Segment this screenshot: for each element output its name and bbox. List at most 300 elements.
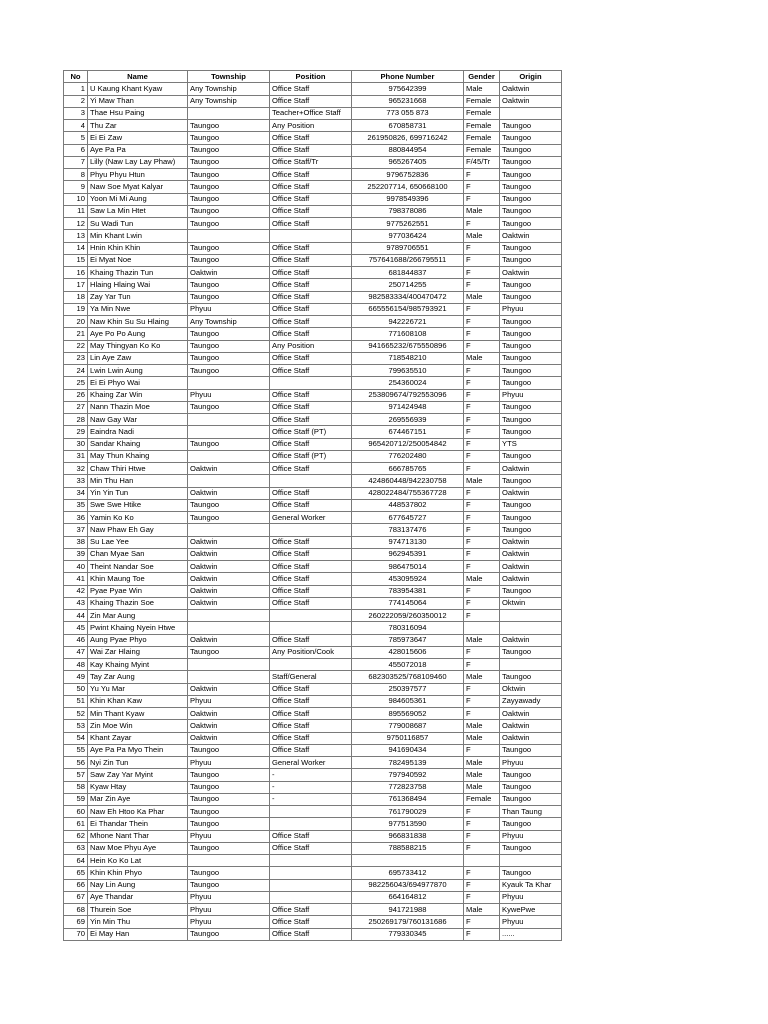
cell-name: Yoon Mi Mi Aung (88, 193, 188, 205)
cell-phone: 941665232/675550896 (352, 340, 464, 352)
cell-origin: Oaktwin (500, 83, 562, 95)
cell-position: Office Staff (270, 744, 352, 756)
cell-no: 39 (64, 548, 88, 560)
cell-no: 5 (64, 132, 88, 144)
table-row (64, 732, 562, 744)
cell-name: Mhone Nant Thar (88, 830, 188, 842)
cell-position (270, 818, 352, 830)
cell-origin: Taungoo (500, 499, 562, 511)
cell-name: Min Khant Lwin (88, 230, 188, 242)
cell-position: Office Staff (270, 695, 352, 707)
table-row (64, 548, 562, 560)
cell-gender: Male (464, 475, 500, 487)
cell-no: 58 (64, 781, 88, 793)
cell-gender: Male (464, 634, 500, 646)
cell-gender: Male (464, 230, 500, 242)
cell-phone: 977036424 (352, 230, 464, 242)
cell-gender: Male (464, 671, 500, 683)
cell-no: 34 (64, 487, 88, 499)
cell-phone: 975642399 (352, 83, 464, 95)
cell-gender: F (464, 316, 500, 328)
cell-no: 59 (64, 793, 88, 805)
cell-name: Kyaw Htay (88, 781, 188, 793)
header-name: Name (88, 71, 188, 83)
cell-township (188, 475, 270, 487)
cell-name: Su Lae Yee (88, 536, 188, 548)
cell-name: Tay Zar Aung (88, 671, 188, 683)
cell-origin: Taungoo (500, 867, 562, 879)
cell-position: Office Staff (270, 303, 352, 315)
cell-phone: 977513590 (352, 818, 464, 830)
cell-gender: F (464, 867, 500, 879)
cell-no: 68 (64, 904, 88, 916)
cell-phone: 984605361 (352, 695, 464, 707)
cell-phone: 254360024 (352, 377, 464, 389)
cell-phone: 798378086 (352, 205, 464, 217)
header-position: Position (270, 71, 352, 83)
cell-name: Chaw Thiri Htwe (88, 463, 188, 475)
cell-position: Office Staff (270, 683, 352, 695)
cell-name: Hein Ko Ko Lat (88, 855, 188, 867)
cell-gender: F (464, 377, 500, 389)
cell-position: Office Staff (270, 720, 352, 732)
cell-no: 29 (64, 426, 88, 438)
cell-name: Naw Khin Su Su Hlaing (88, 316, 188, 328)
cell-name: Wai Zar Hlaing (88, 646, 188, 658)
table-row (64, 144, 562, 156)
table-row (64, 156, 562, 168)
cell-township (188, 377, 270, 389)
cell-township: Taungoo (188, 352, 270, 364)
cell-township: Phyuu (188, 904, 270, 916)
cell-origin: Taungoo (500, 646, 562, 658)
cell-name: Khaing Thazin Tun (88, 267, 188, 279)
cell-name: Ei Myat Noe (88, 254, 188, 266)
cell-name: Hlaing Hlaing Wai (88, 279, 188, 291)
table-row (64, 463, 562, 475)
table-row (64, 671, 562, 683)
cell-township: Oaktwin (188, 634, 270, 646)
cell-origin: Kyauk Ta Khar (500, 879, 562, 891)
cell-township: Taungoo (188, 365, 270, 377)
table-row (64, 450, 562, 462)
cell-phone: 250269179/760131686 (352, 916, 464, 928)
table-row (64, 487, 562, 499)
cell-position: Office Staff (270, 499, 352, 511)
cell-origin: Taungoo (500, 340, 562, 352)
cell-origin (500, 622, 562, 634)
table-row (64, 389, 562, 401)
cell-gender: Female (464, 793, 500, 805)
cell-position (270, 377, 352, 389)
cell-position: Office Staff (270, 242, 352, 254)
cell-name: Chan Myae San (88, 548, 188, 560)
cell-origin: Taungoo (500, 352, 562, 364)
cell-name: Lilly (Naw Lay Lay Phaw) (88, 156, 188, 168)
cell-no: 16 (64, 267, 88, 279)
cell-name: Naw Gay War (88, 414, 188, 426)
cell-phone: 774145064 (352, 597, 464, 609)
cell-name: Yin Min Thu (88, 916, 188, 928)
table-row (64, 536, 562, 548)
cell-township: Oaktwin (188, 561, 270, 573)
cell-gender: F (464, 242, 500, 254)
cell-phone: 965231668 (352, 95, 464, 107)
cell-no: 21 (64, 328, 88, 340)
table-row (64, 401, 562, 413)
cell-no: 20 (64, 316, 88, 328)
cell-gender: Male (464, 720, 500, 732)
cell-phone: 718548210 (352, 352, 464, 364)
cell-position: Office Staff (270, 597, 352, 609)
cell-township: Oaktwin (188, 463, 270, 475)
cell-origin: Oaktwin (500, 634, 562, 646)
cell-township: Taungoo (188, 156, 270, 168)
cell-gender: Female (464, 144, 500, 156)
table-row (64, 414, 562, 426)
cell-name: Aye Pa Pa Myo Thein (88, 744, 188, 756)
cell-no: 51 (64, 695, 88, 707)
cell-position: Office Staff (270, 193, 352, 205)
table-row (64, 818, 562, 830)
cell-gender: F (464, 561, 500, 573)
cell-origin: Taungoo (500, 671, 562, 683)
cell-position: Office Staff (270, 279, 352, 291)
cell-position: Office Staff (270, 438, 352, 450)
cell-position: General Worker (270, 757, 352, 769)
cell-township: Oaktwin (188, 708, 270, 720)
cell-phone: 674467151 (352, 426, 464, 438)
cell-position: Any Position (270, 340, 352, 352)
cell-position: Office Staff (270, 401, 352, 413)
cell-origin: Taungoo (500, 181, 562, 193)
cell-no: 46 (64, 634, 88, 646)
cell-no: 11 (64, 205, 88, 217)
cell-no: 26 (64, 389, 88, 401)
cell-no: 33 (64, 475, 88, 487)
cell-phone: 780316094 (352, 622, 464, 634)
cell-township: Taungoo (188, 781, 270, 793)
cell-position: - (270, 769, 352, 781)
cell-township: Taungoo (188, 806, 270, 818)
cell-phone: 783954381 (352, 585, 464, 597)
cell-phone: 666785765 (352, 463, 464, 475)
header-gender: Gender (464, 71, 500, 83)
cell-gender: F (464, 806, 500, 818)
cell-name: Naw Soe Myat Kalyar (88, 181, 188, 193)
cell-phone: 974713130 (352, 536, 464, 548)
header-origin: Origin (500, 71, 562, 83)
table-row (64, 842, 562, 854)
cell-phone: 799635510 (352, 365, 464, 377)
cell-position: Office Staff (270, 842, 352, 854)
cell-origin: Taungoo (500, 169, 562, 181)
cell-gender: F (464, 879, 500, 891)
cell-no: 15 (64, 254, 88, 266)
cell-township: Any Township (188, 95, 270, 107)
cell-origin: Taungoo (500, 242, 562, 254)
cell-gender: Male (464, 904, 500, 916)
cell-position (270, 806, 352, 818)
cell-name: Pyae Pyae Win (88, 585, 188, 597)
cell-township: Any Township (188, 316, 270, 328)
cell-phone: 779008687 (352, 720, 464, 732)
table-row (64, 377, 562, 389)
cell-position: Office Staff (270, 254, 352, 266)
cell-phone: 253809674/792553096 (352, 389, 464, 401)
cell-township (188, 659, 270, 671)
cell-position: Office Staff (270, 144, 352, 156)
cell-name: Zin Moe Win (88, 720, 188, 732)
cell-gender: Male (464, 781, 500, 793)
cell-gender: F (464, 585, 500, 597)
table-row (64, 365, 562, 377)
cell-origin (500, 855, 562, 867)
table-row (64, 879, 562, 891)
cell-position: Office Staff (270, 83, 352, 95)
cell-township: Oaktwin (188, 487, 270, 499)
cell-phone: 428015606 (352, 646, 464, 658)
cell-position: Office Staff (270, 352, 352, 364)
cell-township: Taungoo (188, 169, 270, 181)
cell-name: Aung Pyae Phyo (88, 634, 188, 646)
cell-name: Khin Khin Phyo (88, 867, 188, 879)
cell-origin: Taungoo (500, 842, 562, 854)
cell-gender: F (464, 928, 500, 940)
cell-township: Taungoo (188, 291, 270, 303)
cell-origin: Oktwin (500, 683, 562, 695)
cell-township: Oaktwin (188, 573, 270, 585)
cell-position (270, 867, 352, 879)
cell-position: Any Position (270, 120, 352, 132)
cell-phone: 665556154/985793921 (352, 303, 464, 315)
cell-phone: 971424948 (352, 401, 464, 413)
cell-name: Pwint Khaing Nyein Htwe (88, 622, 188, 634)
cell-no: 67 (64, 891, 88, 903)
table-row (64, 230, 562, 242)
table-row (64, 793, 562, 805)
cell-gender: F (464, 536, 500, 548)
cell-gender: F (464, 683, 500, 695)
cell-no: 23 (64, 352, 88, 364)
cell-position: Office Staff (PT) (270, 450, 352, 462)
cell-gender: F (464, 524, 500, 536)
table-row (64, 340, 562, 352)
cell-origin: Taungoo (500, 365, 562, 377)
cell-no: 1 (64, 83, 88, 95)
cell-position: - (270, 793, 352, 805)
cell-position: Office Staff (270, 463, 352, 475)
table-row (64, 659, 562, 671)
cell-township: Taungoo (188, 340, 270, 352)
cell-origin: Oaktwin (500, 487, 562, 499)
cell-phone: 9978549396 (352, 193, 464, 205)
cell-name: Yu Yu Mar (88, 683, 188, 695)
cell-township: Taungoo (188, 279, 270, 291)
cell-position: Office Staff (270, 389, 352, 401)
table-row (64, 205, 562, 217)
cell-position: Office Staff (270, 904, 352, 916)
cell-origin: Oktwin (500, 597, 562, 609)
cell-phone: 448537802 (352, 499, 464, 511)
cell-name: Aye Pa Pa (88, 144, 188, 156)
cell-township: Oaktwin (188, 267, 270, 279)
cell-township: Taungoo (188, 193, 270, 205)
cell-no: 43 (64, 597, 88, 609)
cell-no: 6 (64, 144, 88, 156)
cell-name: Zin Mar Aung (88, 610, 188, 622)
cell-no: 45 (64, 622, 88, 634)
table-row (64, 646, 562, 658)
cell-gender: F (464, 389, 500, 401)
cell-no: 10 (64, 193, 88, 205)
table-row (64, 291, 562, 303)
cell-township (188, 622, 270, 634)
cell-phone (352, 855, 464, 867)
cell-origin: Taungoo (500, 450, 562, 462)
cell-origin: Phyuu (500, 757, 562, 769)
cell-no: 64 (64, 855, 88, 867)
cell-gender: F (464, 169, 500, 181)
cell-origin: Oaktwin (500, 732, 562, 744)
cell-position: Office Staff (270, 414, 352, 426)
cell-position: Office Staff (270, 732, 352, 744)
cell-position: Teacher+Office Staff (270, 107, 352, 119)
cell-position: Office Staff (270, 218, 352, 230)
cell-position: Office Staff (270, 561, 352, 573)
table-body (64, 83, 562, 941)
cell-position (270, 891, 352, 903)
cell-phone: 9796752836 (352, 169, 464, 181)
table-row (64, 107, 562, 119)
table-row (64, 708, 562, 720)
cell-no: 54 (64, 732, 88, 744)
cell-township: Taungoo (188, 646, 270, 658)
cell-no: 4 (64, 120, 88, 132)
cell-no: 38 (64, 536, 88, 548)
cell-position: Office Staff (270, 328, 352, 340)
cell-phone: 771608108 (352, 328, 464, 340)
cell-origin (500, 659, 562, 671)
cell-gender: F (464, 463, 500, 475)
cell-position: Office Staff (270, 316, 352, 328)
cell-origin: ...... (500, 928, 562, 940)
cell-origin: Phyuu (500, 891, 562, 903)
table-row (64, 512, 562, 524)
cell-name: Lwin Lwin Aung (88, 365, 188, 377)
cell-name: Nay Lin Aung (88, 879, 188, 891)
cell-phone: 664164812 (352, 891, 464, 903)
cell-gender: F (464, 401, 500, 413)
cell-no: 32 (64, 463, 88, 475)
cell-gender: Male (464, 352, 500, 364)
cell-gender: Female (464, 107, 500, 119)
header-no: No (64, 71, 88, 83)
cell-township: Taungoo (188, 144, 270, 156)
cell-phone: 261950826, 699716242 (352, 132, 464, 144)
table-row (64, 744, 562, 756)
cell-gender: F (464, 414, 500, 426)
cell-township: Taungoo (188, 254, 270, 266)
cell-name: Naw Moe Phyu Aye (88, 842, 188, 854)
cell-phone: 965267405 (352, 156, 464, 168)
cell-origin: Oaktwin (500, 230, 562, 242)
cell-no: 49 (64, 671, 88, 683)
cell-township: Any Township (188, 83, 270, 95)
cell-position: Office Staff (270, 830, 352, 842)
cell-position: Office Staff (270, 181, 352, 193)
cell-gender: F (464, 181, 500, 193)
cell-no: 60 (64, 806, 88, 818)
cell-gender: F/45/Tr (464, 156, 500, 168)
cell-phone: 9750116857 (352, 732, 464, 744)
cell-origin: Taungoo (500, 769, 562, 781)
table-row (64, 781, 562, 793)
cell-township (188, 855, 270, 867)
cell-no: 44 (64, 610, 88, 622)
table-row (64, 181, 562, 193)
cell-position: Office Staff (270, 634, 352, 646)
cell-name: Su Wadi Tun (88, 218, 188, 230)
cell-township: Oaktwin (188, 683, 270, 695)
header-township: Township (188, 71, 270, 83)
cell-township (188, 230, 270, 242)
cell-no: 35 (64, 499, 88, 511)
cell-no: 63 (64, 842, 88, 854)
cell-phone: 982256043/694977870 (352, 879, 464, 891)
cell-origin: Than Taung (500, 806, 562, 818)
cell-origin: Taungoo (500, 193, 562, 205)
cell-name: Yin Yin Tun (88, 487, 188, 499)
table-row (64, 218, 562, 230)
cell-phone: 880844954 (352, 144, 464, 156)
cell-origin: Taungoo (500, 818, 562, 830)
cell-township (188, 450, 270, 462)
table-row (64, 95, 562, 107)
cell-township (188, 107, 270, 119)
table-row (64, 573, 562, 585)
cell-no: 27 (64, 401, 88, 413)
cell-no: 37 (64, 524, 88, 536)
cell-phone: 453095924 (352, 573, 464, 585)
cell-no: 14 (64, 242, 88, 254)
cell-no: 62 (64, 830, 88, 842)
cell-origin (500, 107, 562, 119)
cell-township: Taungoo (188, 401, 270, 413)
cell-gender: Female (464, 120, 500, 132)
cell-no: 19 (64, 303, 88, 315)
cell-township: Taungoo (188, 242, 270, 254)
cell-no: 9 (64, 181, 88, 193)
cell-phone: 260222059/260350012 (352, 610, 464, 622)
cell-township: Taungoo (188, 499, 270, 511)
cell-no: 13 (64, 230, 88, 242)
cell-position: Office Staff (270, 205, 352, 217)
cell-phone: 428022484/755367728 (352, 487, 464, 499)
table-row (64, 610, 562, 622)
cell-no: 22 (64, 340, 88, 352)
cell-phone: 670858731 (352, 120, 464, 132)
cell-position (270, 855, 352, 867)
cell-origin: Taungoo (500, 401, 562, 413)
cell-position: Any Position/Cook (270, 646, 352, 658)
cell-gender: Male (464, 573, 500, 585)
cell-phone: 782495139 (352, 757, 464, 769)
cell-gender: F (464, 818, 500, 830)
cell-township: Taungoo (188, 928, 270, 940)
cell-township: Oaktwin (188, 585, 270, 597)
table-row (64, 352, 562, 364)
